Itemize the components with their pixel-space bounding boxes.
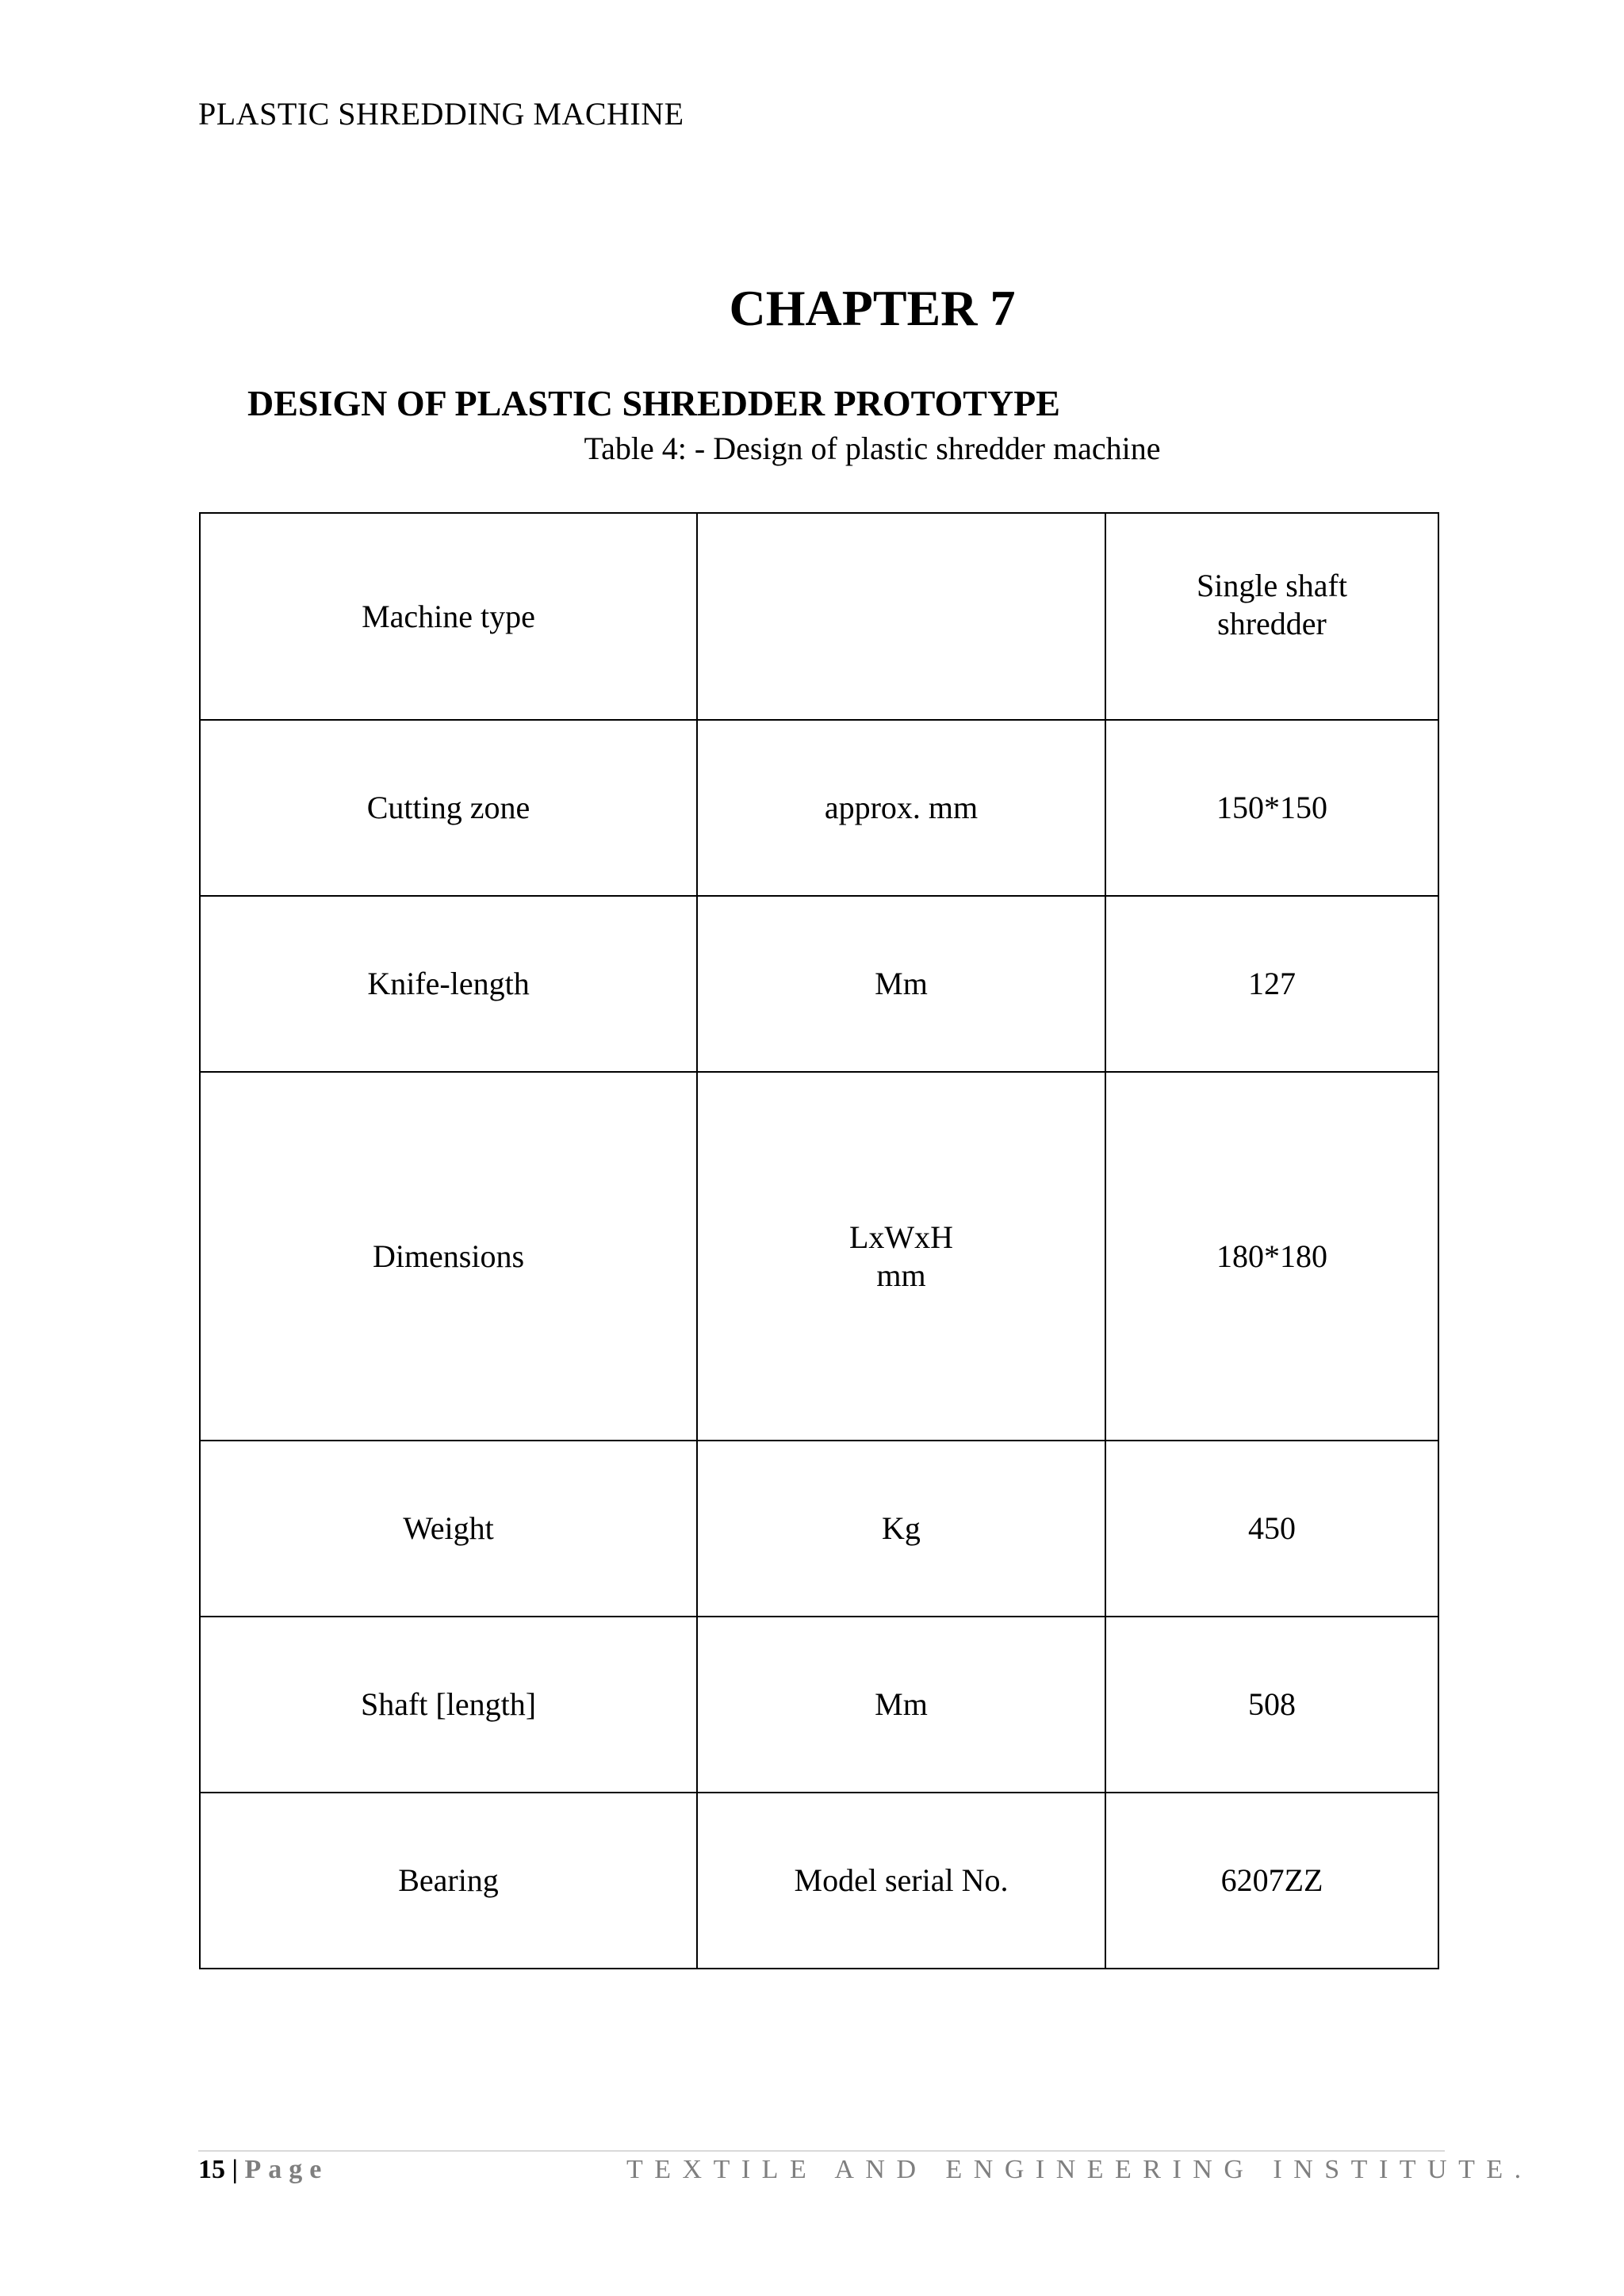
unit-cell: Mm xyxy=(697,896,1105,1072)
value-cell: 127 xyxy=(1105,896,1438,1072)
value-cell: 180*180 xyxy=(1105,1072,1438,1441)
section-title: DESIGN OF PLASTIC SHREDDER PROTOTYPE xyxy=(247,383,1060,423)
value-cell: 450 xyxy=(1105,1441,1438,1617)
footer-page-number xyxy=(198,2155,328,2185)
value-cell: 508 xyxy=(1105,1617,1438,1793)
chapter-title: CHAPTER 7 xyxy=(729,280,1016,336)
unit-cell: Model serial No. xyxy=(697,1793,1105,1969)
value-line: Single shaft xyxy=(1197,567,1347,603)
value-cell: 150*150 xyxy=(1105,720,1438,896)
table-caption: Table 4: - Design of plastic shredder machine xyxy=(584,430,1161,466)
page-label: Page xyxy=(244,2155,329,2184)
design-spec-table xyxy=(199,512,1439,1969)
parameter-cell: Bearing xyxy=(200,1793,697,1969)
parameter-cell: Weight xyxy=(200,1441,697,1617)
unit-cell xyxy=(697,1072,1105,1441)
parameter-cell: Knife-length xyxy=(200,896,697,1072)
parameter-cell: Shaft [length] xyxy=(200,1617,697,1793)
unit-cell xyxy=(697,513,1105,720)
table-row xyxy=(200,1793,1438,1969)
table-row xyxy=(200,513,1438,720)
table-row xyxy=(200,1617,1438,1793)
parameter-cell: Machine type xyxy=(200,513,697,720)
unit-cell: Mm xyxy=(697,1617,1105,1793)
value-line: shredder xyxy=(1217,605,1327,641)
page-separator: | xyxy=(232,2155,238,2184)
unit-cell: Kg xyxy=(697,1441,1105,1617)
value-cell: 6207ZZ xyxy=(1105,1793,1438,1969)
table-row xyxy=(200,896,1438,1072)
parameter-cell: Dimensions xyxy=(200,1072,697,1441)
table-row xyxy=(200,1072,1438,1441)
footer-divider xyxy=(198,2150,1445,2152)
footer-institute: TEXTILE AND ENGINEERING INSTITUTE. xyxy=(626,2155,1533,2184)
unit-cell: approx. mm xyxy=(697,720,1105,896)
value-cell xyxy=(1105,513,1438,720)
table-row xyxy=(200,1441,1438,1617)
table-row xyxy=(200,720,1438,896)
page-number: 15 xyxy=(198,2155,225,2184)
unit-line: LxWxH xyxy=(848,1219,954,1255)
parameter-cell: Cutting zone xyxy=(200,720,697,896)
running-header: PLASTIC SHREDDING MACHINE xyxy=(198,96,684,132)
unit-line: mm xyxy=(876,1257,926,1293)
